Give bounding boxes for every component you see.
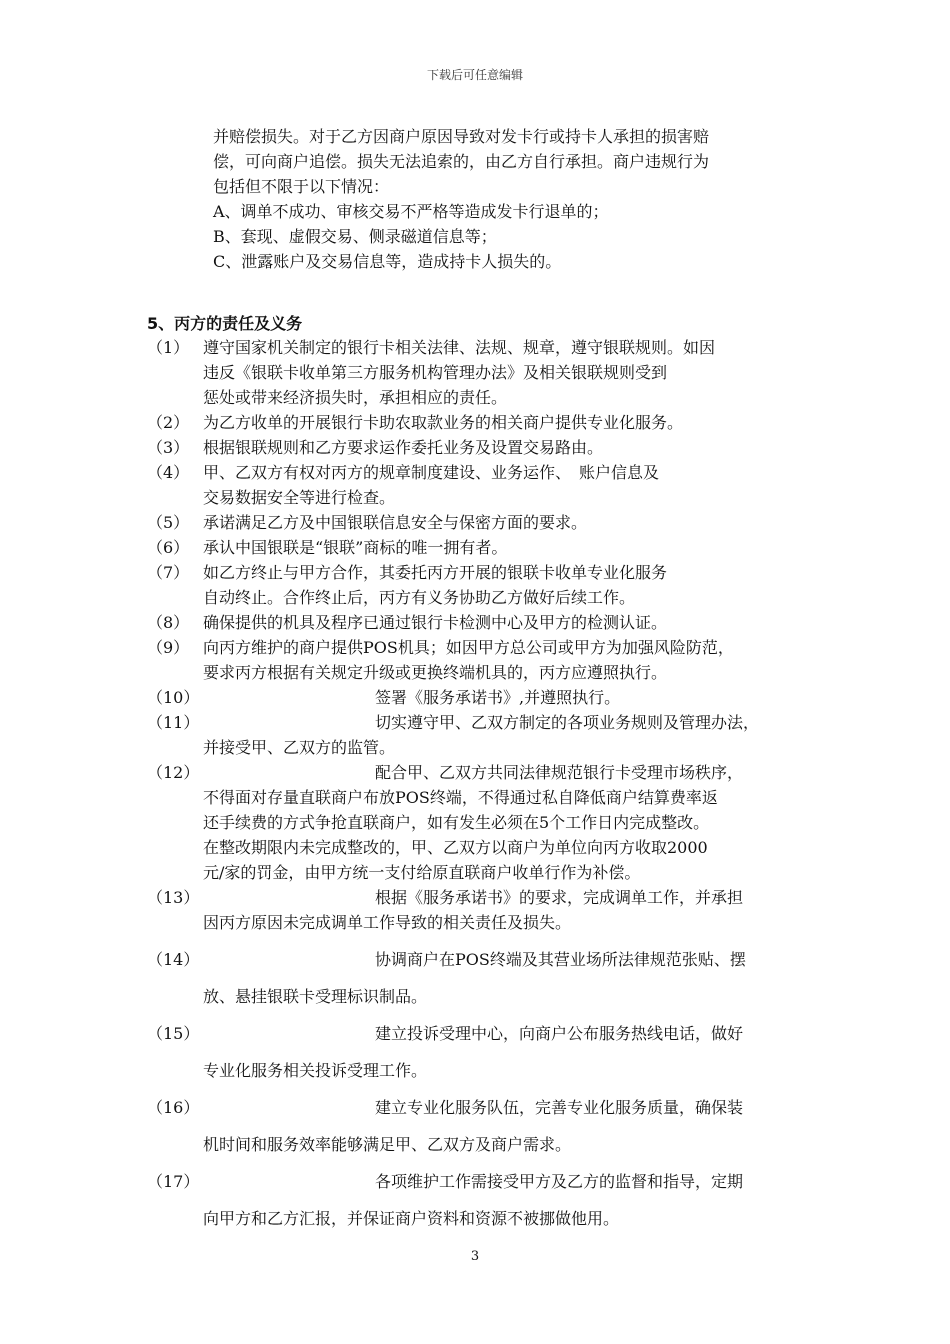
intro-line: 并赔偿损失。对于乙方因商户原因导致对发卡行或持卡人承担的损害赔 — [213, 127, 710, 146]
item-number: （15） — [147, 1024, 200, 1043]
item-line: 签署《服务承诺书》,并遵照执行。 — [375, 688, 621, 707]
item-line: 建立专业化服务队伍，完善专业化服务质量，确保装 — [375, 1098, 744, 1117]
item-line: 并接受甲、乙双方的监管。 — [203, 738, 396, 757]
intro-line: C、泄露账户及交易信息等，造成持卡人损失的。 — [213, 252, 562, 271]
item-number: （17） — [147, 1172, 200, 1191]
item-line: 交易数据安全等进行检查。 — [203, 488, 396, 507]
list-item — [147, 710, 837, 760]
list-item — [147, 460, 837, 510]
item-line: 遵守国家机关制定的银行卡相关法律、法规、规章，遵守银联规则。如因 — [203, 338, 716, 357]
item-line: 专业化服务相关投诉受理工作。 — [203, 1061, 428, 1080]
item-line: 放、悬挂银联卡受理标识制品。 — [203, 987, 428, 1006]
item-line: 因丙方原因未完成调单工作导致的相关责任及损失。 — [203, 913, 572, 932]
list-item — [147, 535, 837, 560]
item-line: 切实遵守甲、乙双方制定的各项业务规则及管理办法， — [375, 713, 760, 732]
intro-line: B、套现、虚假交易、侧录磁道信息等； — [213, 227, 497, 246]
item-number: （7） — [147, 563, 190, 582]
item-line: 要求丙方根据有关规定升级或更换终端机具的，丙方应遵照执行。 — [203, 663, 668, 682]
item-line: 还手续费的方式争抢直联商户，如有发生必须在5个工作日内完成整改。 — [203, 813, 710, 832]
item-line: 不得面对存量直联商户布放POS终端，不得通过私自降低商户结算费率返 — [203, 788, 718, 807]
item-line: 根据银联规则和乙方要求运作委托业务及设置交易路由。 — [203, 438, 604, 457]
item-number: （11） — [147, 713, 200, 732]
list-item — [147, 1163, 837, 1237]
section-title: 5、丙方的责任及义务 — [147, 314, 303, 333]
list-item — [147, 885, 837, 935]
item-line: 惩处或带来经济损失时，承担相应的责任。 — [203, 388, 508, 407]
item-line: 元/家的罚金，由甲方统一支付给原直联商户收单行作为补偿。 — [203, 863, 641, 882]
item-number: （8） — [147, 613, 190, 632]
list-item — [147, 635, 837, 685]
page-header: 下载后可任意编辑 — [426, 68, 523, 82]
item-line: 协调商户在POS终端及其营业场所法律规范张贴、摆 — [375, 950, 746, 969]
list-item — [147, 1089, 837, 1163]
item-number: （16） — [147, 1098, 200, 1117]
item-line: 确保提供的机具及程序已通过银行卡检测中心及甲方的检测认证。 — [203, 613, 668, 632]
item-line: 机时间和服务效率能够满足甲、乙双方及商户需求。 — [203, 1135, 572, 1154]
item-number: （3） — [147, 438, 190, 457]
item-number: （1） — [147, 338, 190, 357]
item-line: 建立投诉受理中心，向商户公布服务热线电话，做好 — [375, 1024, 744, 1043]
intro-line: 偿，可向商户追偿。损失无法追索的，由乙方自行承担。商户违规行为 — [213, 152, 710, 171]
list-item — [147, 1015, 837, 1089]
list-item — [147, 335, 837, 410]
item-number: （10） — [147, 688, 200, 707]
item-number: （13） — [147, 888, 200, 907]
item-line: 向甲方和乙方汇报，并保证商户资料和资源不被挪做他用。 — [203, 1209, 620, 1228]
item-line: 如乙方终止与甲方合作，其委托丙方开展的银联卡收单专业化服务 — [203, 563, 668, 582]
item-line: 自动终止。合作终止后，丙方有义务协助乙方做好后续工作。 — [203, 588, 636, 607]
list-item — [147, 560, 837, 610]
list-item — [147, 941, 837, 1015]
item-number: （4） — [147, 463, 190, 482]
item-line: 违反《银联卡收单第三方服务机构管理办法》及相关银联规则受到 — [203, 363, 668, 382]
item-number: （9） — [147, 638, 190, 657]
list-item — [147, 410, 837, 435]
page-number: 3 — [470, 1249, 480, 1264]
item-line: 在整改期限内未完成整改的，甲、乙双方以商户为单位向丙方收取2000 — [203, 838, 708, 857]
list-item — [147, 610, 837, 635]
item-number: （2） — [147, 413, 190, 432]
item-line: 为乙方收单的开展银行卡助农取款业务的相关商户提供专业化服务。 — [203, 413, 684, 432]
list-item — [147, 760, 837, 885]
list-item — [147, 435, 837, 460]
item-line: 向丙方维护的商户提供POS机具；如因甲方总公司或甲方为加强风险防范， — [203, 638, 734, 657]
item-line: 根据《服务承诺书》的要求，完成调单工作，并承担 — [375, 888, 744, 907]
item-number: （6） — [147, 538, 190, 557]
item-number: （12） — [147, 763, 200, 782]
list-item — [147, 685, 837, 710]
intro-line: 包括但不限于以下情况： — [213, 177, 390, 196]
intro-paragraph — [213, 124, 833, 274]
intro-line: A、调单不成功、审核交易不严格等造成发卡行退单的； — [213, 202, 609, 221]
item-line: 承认中国银联是“银联”商标的唯一拥有者。 — [203, 538, 508, 557]
item-number: （5） — [147, 513, 190, 532]
item-line: 配合甲、乙双方共同法律规范银行卡受理市场秩序， — [375, 763, 744, 782]
item-line: 各项维护工作需接受甲方及乙方的监督和指导，定期 — [375, 1172, 744, 1191]
item-number: （14） — [147, 950, 200, 969]
obligations-list — [147, 335, 837, 1237]
list-item — [147, 510, 837, 535]
item-line: 甲、乙双方有权对丙方的规章制度建设、业务运作、 账户信息及 — [203, 463, 660, 482]
item-line: 承诺满足乙方及中国银联信息安全与保密方面的要求。 — [203, 513, 588, 532]
